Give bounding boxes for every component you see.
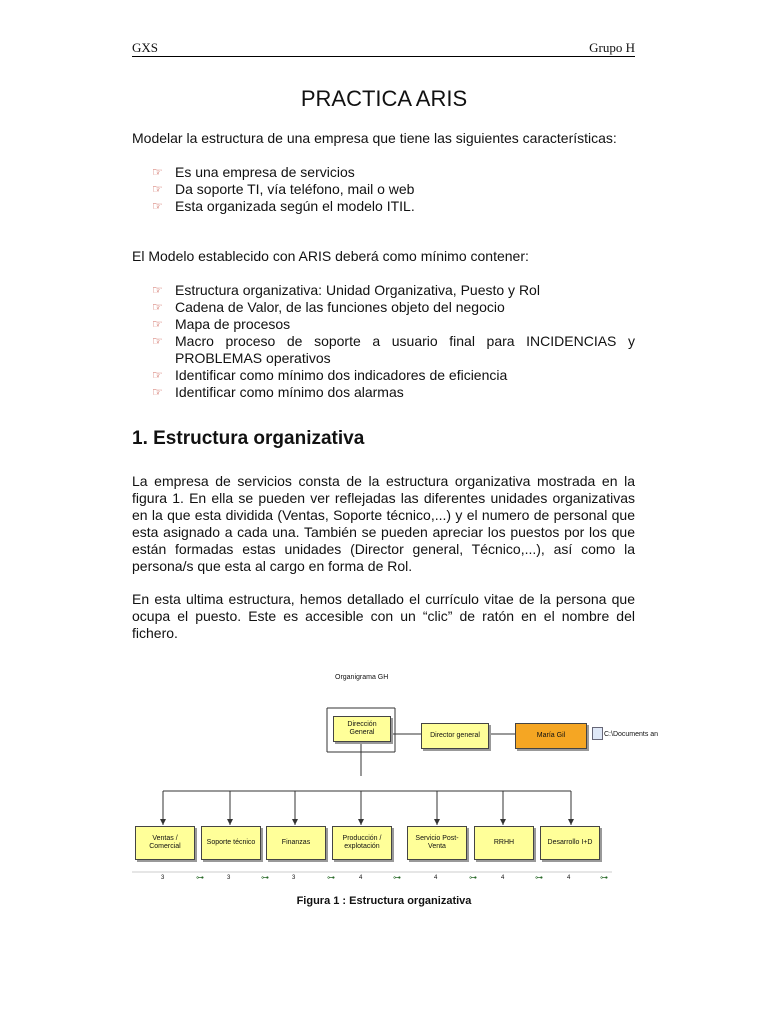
org-chart-title: Organigrama GH bbox=[335, 674, 389, 681]
pointing-hand-icon: ☞ bbox=[152, 385, 163, 399]
list-item: ☞ Mapa de procesos bbox=[152, 316, 291, 332]
features-list bbox=[152, 164, 635, 215]
pointing-hand-icon: ☞ bbox=[152, 182, 163, 196]
unit-count: 4 bbox=[501, 875, 505, 881]
org-tree-icon: ⊶ bbox=[261, 873, 269, 882]
unit-count: 3 bbox=[227, 875, 231, 881]
org-unit-label: Ventas / Comercial bbox=[149, 835, 181, 850]
unit-count: 3 bbox=[292, 875, 296, 881]
org-unit-label: Soporte técnico bbox=[206, 839, 256, 846]
file-link[interactable]: C:\Documents an bbox=[604, 731, 659, 738]
pointing-hand-icon: ☞ bbox=[152, 199, 163, 213]
list-item: ☞ Da soporte TI, vía teléfono, mail o web bbox=[152, 181, 415, 197]
org-chart bbox=[130, 668, 660, 888]
pointing-hand-icon: ☞ bbox=[152, 165, 163, 179]
unit-count: 4 bbox=[567, 875, 571, 881]
pointing-hand-icon: ☞ bbox=[152, 368, 163, 382]
pointing-hand-icon: ☞ bbox=[152, 300, 163, 314]
list-item: ☞ Cadena de Valor, de las funciones objeto del negocio bbox=[152, 299, 505, 315]
document-icon[interactable] bbox=[592, 727, 603, 740]
org-unit-finanzas[interactable] bbox=[266, 826, 326, 860]
org-unit-label: Producción / explotación bbox=[342, 835, 382, 850]
list-item: ☞ Es una empresa de servicios bbox=[152, 164, 355, 180]
position-label: Director general bbox=[430, 732, 480, 739]
org-unit-soporte[interactable] bbox=[201, 826, 261, 860]
model-intro-text: El Modelo establecido con ARIS deberá como mínimo contener: bbox=[132, 248, 529, 264]
list-item: ☞ Macro proceso de soporte a usuario final para INCIDENCIAS y PROBLEMAS operativos bbox=[152, 333, 635, 366]
requirements-list bbox=[152, 282, 635, 401]
org-unit-label: Finanzas bbox=[281, 839, 311, 846]
org-tree-icon: ⊶ bbox=[600, 873, 608, 882]
org-tree-icon: ⊶ bbox=[393, 873, 401, 882]
list-item: ☞ Identificar como mínimo dos alarmas bbox=[152, 384, 404, 400]
org-unit-postventa[interactable] bbox=[407, 826, 467, 860]
intro-text: Modelar la estructura de una empresa que tiene las siguientes características: bbox=[132, 130, 617, 146]
unit-count: 3 bbox=[161, 875, 165, 881]
org-unit-root[interactable] bbox=[333, 716, 391, 742]
org-unit-label: Servicio Post-Venta bbox=[415, 835, 459, 850]
org-tree-icon: ⊶ bbox=[327, 873, 335, 882]
section-heading: 1. Estructura organizativa bbox=[132, 428, 365, 449]
org-tree-icon: ⊶ bbox=[535, 873, 543, 882]
org-unit-label: RRHH bbox=[493, 839, 515, 846]
org-unit-rrhh[interactable] bbox=[474, 826, 534, 860]
body-paragraph-2: En esta ultima estructura, hemos detallado el currículo vitae de la persona que ocupa el puesto. Este es accesible con un “clic” de ratón en el nombre del fichero. bbox=[132, 591, 635, 641]
list-item: ☞ Esta organizada según el modelo ITIL. bbox=[152, 198, 415, 214]
unit-count: 4 bbox=[434, 875, 438, 881]
org-unit-produccion[interactable] bbox=[332, 826, 392, 860]
document-title: PRACTICA ARIS bbox=[300, 86, 468, 111]
page-header bbox=[132, 40, 635, 57]
role-person[interactable] bbox=[515, 723, 587, 749]
list-item: ☞ Estructura organizativa: Unidad Organizativa, Puesto y Rol bbox=[152, 282, 540, 298]
org-unit-label: Desarrollo I+D bbox=[547, 839, 593, 846]
header-right: Grupo H bbox=[589, 40, 635, 55]
org-unit-ventas[interactable] bbox=[135, 826, 195, 860]
org-unit-desarrollo[interactable] bbox=[540, 826, 600, 860]
org-tree-icon: ⊶ bbox=[196, 873, 204, 882]
body-paragraph-1: La empresa de servicios consta de la estructura organizativa mostrada en la figura 1. En ella se pueden ver reflejadas las diferentes unidades organizativas en la que esta dividida (Ventas, Soporte técnico,...) y el numero de personal que esta asignado a cada una. También se pueden apreciar los puestos por los que están formadas estas unidades (Director general, Técnico,...), así como la persona/s que esta al cargo en forma de Rol. bbox=[132, 473, 635, 574]
pointing-hand-icon: ☞ bbox=[152, 317, 163, 331]
pointing-hand-icon: ☞ bbox=[152, 283, 163, 297]
person-label: María Gil bbox=[536, 732, 566, 739]
pointing-hand-icon: ☞ bbox=[152, 334, 163, 348]
list-item: ☞ Identificar como mínimo dos indicadores de eficiencia bbox=[152, 367, 508, 383]
unit-count: 4 bbox=[359, 875, 363, 881]
figure-caption: Figura 1 : Estructura organizativa bbox=[296, 895, 472, 907]
header-left: GXS bbox=[132, 40, 159, 55]
position-director[interactable] bbox=[421, 723, 489, 749]
org-tree-icon: ⊶ bbox=[469, 873, 477, 882]
org-unit-label: Dirección General bbox=[347, 721, 377, 736]
